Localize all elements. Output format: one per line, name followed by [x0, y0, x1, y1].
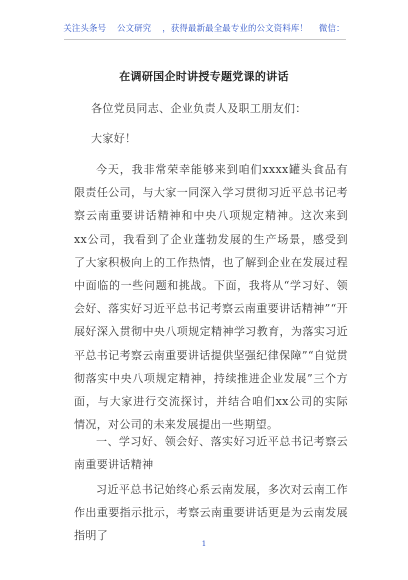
- body-paragraph-2: 习近平总书记始终心系云南发展，多次对云南工作作出重要指示批示，考察云南重要讲话更是为云南发展指明了: [74, 483, 348, 543]
- document-header: [0, 22, 408, 34]
- page-number: 1: [201, 540, 207, 548]
- section-heading-1: 一、学习好、领会好、落实好习近平总书记考察云南重要讲话精神: [74, 435, 348, 472]
- document-title: 在调研国企时讲授专题党课的讲话: [119, 70, 289, 83]
- hello-paragraph: 大家好！: [91, 132, 137, 145]
- header-follow-text: 关注头条号: [63, 23, 107, 33]
- header-wechat-text: 微信：: [318, 23, 345, 33]
- header-promo-text: ，获得最新最全最专业的公文资料库！: [162, 23, 309, 33]
- greeting-paragraph: 各位党员同志、企业负责人及职工朋友们：: [91, 102, 307, 115]
- header-divider: [64, 39, 346, 40]
- header-account-name: 公文研究: [117, 23, 152, 33]
- body-paragraph-1: 今天，我非常荣幸能够来到咱们xxxx罐头食品有限责任公司，与大家一同深入学习贯彻习近平总书记考察云南重要讲话精神和中央八项规定精神。这次来到xx公司，我看到了企业蓬勃发展的生产场景，感受到了大家积极向上的工作热情，也了解到企业在发展过程中面临的一些问题和挑战。下面，我将从“学习好、领会好、落实好习近平总书记考察云南重要讲话精神”“开展好深入贯彻中央八项规定精神学习教育，为落实习近平总书记考察云南重要讲话提供坚强纪律保障”“自觉贯彻落实中央八项规定精神，持续推进企业发展”三个方面，与大家进行交流探讨，并结合咱们xx公司的实际情况，对公司的未来发展提出一些期望。: [74, 163, 348, 432]
